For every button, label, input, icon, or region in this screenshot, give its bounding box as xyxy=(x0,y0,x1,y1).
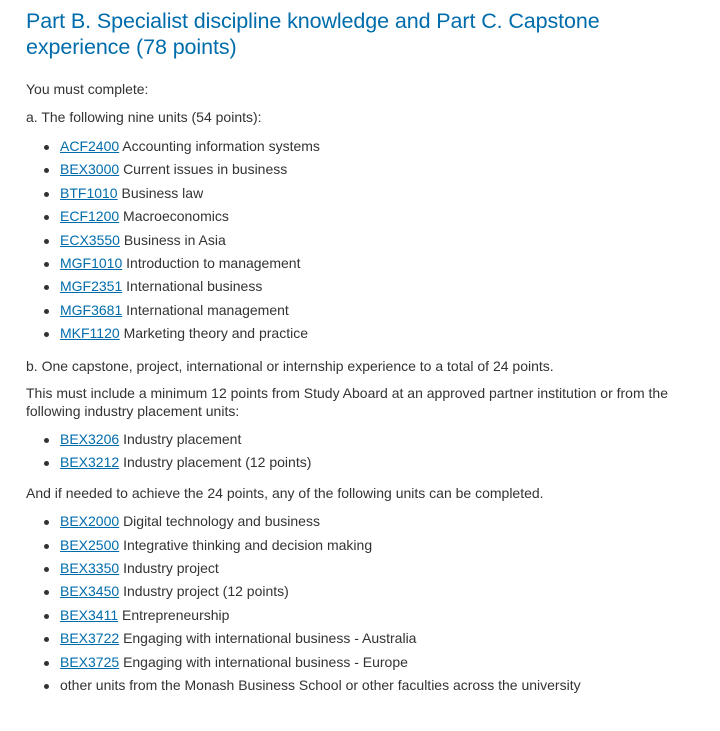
list-item xyxy=(44,629,706,652)
unit-code-link[interactable]: ACF2400 xyxy=(60,138,120,154)
unit-code-link[interactable]: MGF3681 xyxy=(60,301,123,318)
unit-code-link[interactable]: BEX3722 xyxy=(60,630,120,647)
bullet-icon xyxy=(44,661,49,666)
unit-title: International management xyxy=(126,301,289,318)
unit-title: Business law xyxy=(121,184,204,201)
bullet-icon xyxy=(44,684,49,689)
bullet-icon xyxy=(44,332,49,337)
list-item xyxy=(44,254,706,277)
unit-code-link[interactable]: BTF1010 xyxy=(60,184,118,201)
unit-title: Industry project xyxy=(123,560,219,577)
other-units-text: other units from the Monash Business School or other faculties across the university xyxy=(60,677,581,694)
bullet-icon xyxy=(44,285,49,290)
part-a-unit-list xyxy=(26,137,706,348)
list-item xyxy=(44,559,706,582)
list-item xyxy=(44,184,706,207)
bullet-icon xyxy=(44,544,49,549)
list-item xyxy=(44,160,706,183)
unit-code-link[interactable]: ECX3550 xyxy=(60,231,120,248)
unit-title: International business xyxy=(126,278,263,295)
list-item xyxy=(44,536,706,559)
minimum-requirement-text: This must include a minimum 12 points from Study Aboard at an approved partner institution or from the following industry placement units: xyxy=(26,384,668,419)
list-item xyxy=(44,676,706,699)
unit-title: Industry placement (12 points) xyxy=(123,453,312,470)
list-item xyxy=(44,324,706,347)
list-item xyxy=(44,301,706,324)
bullet-icon xyxy=(44,438,49,443)
list-item xyxy=(44,207,706,230)
unit-code-link[interactable]: ECF1200 xyxy=(60,208,120,225)
unit-code-link[interactable]: BEX3212 xyxy=(60,453,120,470)
unit-code-link[interactable]: BEX3350 xyxy=(60,560,120,577)
part-b-label: b. One capstone, project, international or internship experience to a total of 24 points. xyxy=(26,357,554,374)
unit-title: Industry project (12 points) xyxy=(123,583,289,600)
unit-code-link[interactable]: BEX2000 xyxy=(60,513,120,530)
unit-title: Engaging with international business - Australia xyxy=(123,630,417,647)
unit-title: Accounting information systems xyxy=(122,138,320,154)
unit-code-link[interactable]: BEX3000 xyxy=(60,161,120,178)
unit-title: Macroeconomics xyxy=(123,208,229,225)
unit-code-link[interactable]: BEX3725 xyxy=(60,653,120,670)
bullet-icon xyxy=(44,145,49,150)
unit-code-link[interactable]: BEX2500 xyxy=(60,536,120,553)
list-item xyxy=(44,430,706,453)
bullet-icon xyxy=(44,520,49,525)
unit-title: Business in Asia xyxy=(123,231,226,248)
additional-unit-list xyxy=(26,512,706,699)
unit-title: Entrepreneurship xyxy=(122,606,230,623)
list-item xyxy=(44,277,706,300)
bullet-icon xyxy=(44,215,49,220)
unit-title: Industry placement xyxy=(123,430,242,447)
unit-code-link[interactable]: MGF1010 xyxy=(60,254,123,271)
additional-units-text: And if needed to achieve the 24 points, any of the following units can be completed. xyxy=(26,485,544,502)
part-a-label: a. The following nine units (54 points): xyxy=(26,109,262,125)
unit-title: Integrative thinking and decision making xyxy=(123,536,373,553)
unit-code-link[interactable]: BEX3450 xyxy=(60,583,120,600)
bullet-icon xyxy=(44,637,49,642)
bullet-icon xyxy=(44,309,49,314)
page-title: Part B. Specialist discipline knowledge and Part C. Capstone experience (78 points) xyxy=(26,9,600,59)
bullet-icon xyxy=(44,567,49,572)
unit-code-link[interactable]: MGF2351 xyxy=(60,278,123,295)
list-item xyxy=(44,231,706,254)
placement-unit-list xyxy=(26,430,706,477)
bullet-icon xyxy=(44,590,49,595)
unit-code-link[interactable]: BEX3411 xyxy=(60,606,119,623)
list-item xyxy=(44,606,706,629)
unit-title: Marketing theory and practice xyxy=(123,325,308,342)
intro-text: You must complete: xyxy=(26,81,149,97)
unit-title: Engaging with international business - Europe xyxy=(123,653,408,670)
unit-title: Introduction to management xyxy=(126,254,301,271)
bullet-icon xyxy=(44,239,49,244)
list-item xyxy=(44,137,706,160)
unit-title: Digital technology and business xyxy=(123,513,320,530)
bullet-icon xyxy=(44,192,49,197)
bullet-icon xyxy=(44,461,49,466)
list-item xyxy=(44,512,706,535)
list-item xyxy=(44,453,706,476)
bullet-icon xyxy=(44,614,49,619)
bullet-icon xyxy=(44,168,49,173)
unit-code-link[interactable]: BEX3206 xyxy=(60,430,120,447)
unit-code-link[interactable]: MKF1120 xyxy=(60,325,120,342)
list-item xyxy=(44,653,706,676)
unit-title: Current issues in business xyxy=(123,161,288,178)
bullet-icon xyxy=(44,262,49,267)
list-item xyxy=(44,582,706,605)
